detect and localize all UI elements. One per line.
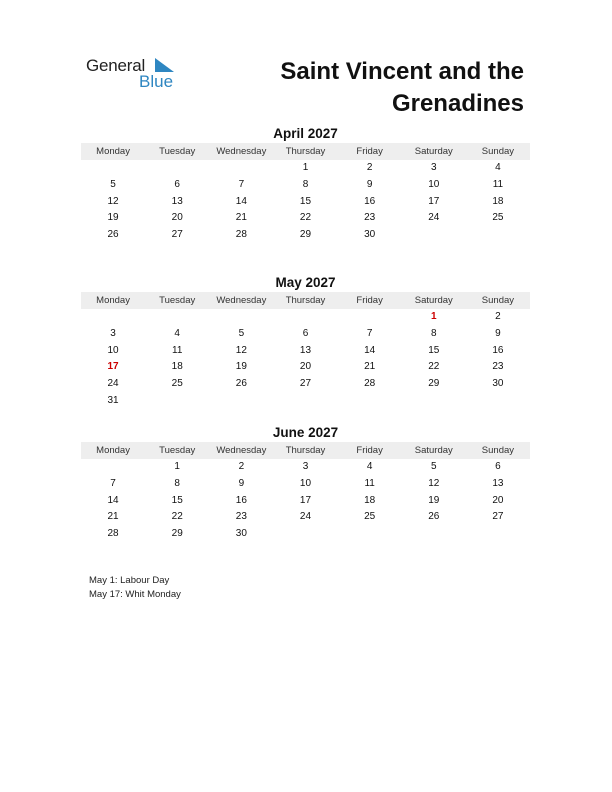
weekday-header-row: [81, 442, 530, 459]
day-cell: 19: [235, 361, 247, 373]
empty-day-cell: [209, 309, 273, 326]
day-cell: 14: [107, 494, 119, 506]
empty-day-cell: [466, 393, 530, 410]
day-cell: 2: [238, 461, 245, 472]
day-cell: 30: [364, 229, 376, 241]
weekday-label: Monday: [96, 295, 130, 306]
day-cell: 5: [430, 461, 437, 472]
logo-triangle-icon: [155, 58, 174, 72]
empty-day-cell: [81, 160, 145, 177]
day-cell: 26: [107, 229, 119, 241]
day-cell: 25: [492, 212, 504, 224]
empty-day-cell: [402, 526, 466, 543]
weekday-label: Friday: [356, 146, 383, 157]
weekday-label: Tuesday: [159, 445, 196, 456]
weekday-label: Thursday: [285, 445, 326, 456]
weekday-label: Wednesday: [216, 295, 267, 306]
day-cell: 2: [366, 162, 373, 173]
day-cell: 23: [235, 511, 247, 523]
day-cell: 3: [302, 461, 309, 472]
month-calendar: [81, 125, 530, 244]
day-cell: 11: [172, 344, 183, 356]
day-cell: 24: [107, 378, 119, 390]
day-cell: 7: [110, 477, 116, 489]
day-cell: 29: [428, 378, 440, 390]
weekday-label: Friday: [356, 445, 383, 456]
day-cell: 8: [302, 178, 309, 190]
day-cell: 24: [299, 511, 312, 523]
day-cell: 18: [171, 361, 183, 373]
day-cell: 21: [364, 361, 376, 373]
weekday-label: Thursday: [285, 146, 326, 157]
day-cell: 12: [107, 195, 119, 207]
empty-day-cell: [81, 309, 145, 326]
day-cell: 19: [107, 212, 119, 224]
day-cell: 22: [171, 511, 183, 523]
empty-day-cell: [209, 160, 273, 177]
empty-day-cell: [81, 459, 145, 476]
day-cell: 4: [366, 461, 373, 472]
empty-day-cell: [145, 393, 209, 410]
page-title: [204, 56, 524, 120]
day-cell: 14: [235, 195, 247, 207]
day-cell: 26: [428, 511, 440, 523]
day-cell: 17: [428, 195, 440, 207]
day-cell: 15: [299, 195, 312, 207]
day-cell: 4: [495, 162, 501, 173]
day-cell: 29: [299, 229, 312, 241]
day-cell: 1: [174, 461, 180, 472]
holiday-note: May 17: Whit Monday: [89, 589, 181, 600]
day-cell: 12: [235, 344, 247, 356]
day-cell: 9: [366, 178, 373, 190]
day-cell: 13: [492, 477, 504, 489]
day-cell: 3: [110, 327, 116, 339]
weekday-label: Wednesday: [216, 146, 267, 157]
day-cell: 28: [235, 229, 247, 241]
day-cell: 7: [238, 178, 245, 190]
empty-day-cell: [145, 309, 209, 326]
empty-day-cell: [402, 393, 466, 410]
day-cell: 24: [428, 212, 440, 224]
weekday-header-row: [81, 143, 530, 160]
day-cell: 25: [171, 378, 183, 390]
day-cell: 13: [299, 344, 312, 356]
day-cell: 25: [364, 511, 376, 523]
weekday-label: Saturday: [414, 146, 453, 157]
empty-day-cell: [338, 309, 402, 326]
day-cell: 20: [492, 494, 504, 506]
empty-day-cell: [273, 309, 337, 326]
month-title: May 2027: [275, 275, 336, 290]
weekday-label: Saturday: [414, 445, 453, 456]
weekday-label: Sunday: [481, 146, 515, 157]
weekday-label: Sunday: [481, 445, 515, 456]
day-cell: 10: [107, 344, 119, 356]
weekday-label: Monday: [96, 445, 130, 456]
day-cell: 5: [110, 178, 116, 190]
day-cell: 14: [364, 344, 376, 356]
day-cell: 20: [171, 212, 183, 224]
day-cell: 29: [171, 528, 183, 540]
day-cell: 1: [302, 162, 309, 173]
day-cell: 21: [235, 212, 247, 224]
day-cell: 5: [238, 327, 245, 339]
days-grid: [81, 160, 530, 244]
day-cell: 27: [299, 378, 312, 390]
page-title-line1: Saint Vincent and the: [280, 58, 524, 85]
day-cell: 27: [171, 229, 183, 241]
day-cell: 31: [107, 394, 119, 406]
day-cell: 10: [299, 477, 312, 489]
day-cell: 30: [235, 528, 247, 540]
day-cell: 11: [492, 178, 504, 190]
weekday-label: Thursday: [285, 295, 326, 306]
month-title: June 2027: [272, 425, 339, 440]
month-title: April 2027: [273, 126, 338, 141]
day-cell: 9: [495, 327, 501, 339]
weekday-label: Monday: [96, 146, 130, 157]
month-calendar: [81, 274, 530, 410]
day-cell: 26: [235, 378, 247, 390]
day-cell: 16: [492, 344, 504, 356]
logo-general-text: General: [86, 56, 146, 75]
day-cell: 19: [428, 494, 440, 506]
day-cell: 28: [364, 378, 376, 390]
empty-day-cell: [338, 393, 402, 410]
day-cell: 6: [302, 327, 309, 339]
day-cell: 22: [428, 361, 440, 373]
day-cell: 9: [238, 477, 245, 489]
day-cell: 21: [107, 511, 119, 523]
weekday-label: Tuesday: [159, 295, 196, 306]
day-cell: 6: [174, 178, 180, 190]
weekday-label: Wednesday: [216, 445, 267, 456]
empty-day-cell: [273, 393, 337, 410]
empty-day-cell: [145, 160, 209, 177]
day-cell: 23: [364, 212, 376, 224]
empty-day-cell: [338, 526, 402, 543]
weekday-label: Friday: [356, 295, 383, 306]
day-cell: 12: [428, 477, 440, 489]
day-cell: 4: [174, 327, 180, 339]
day-cell: 18: [492, 195, 504, 207]
day-cell: 6: [495, 461, 501, 472]
day-cell: 8: [430, 327, 437, 339]
day-cell: 10: [428, 178, 440, 190]
day-cell: 7: [366, 327, 373, 339]
day-cell: 13: [171, 195, 183, 207]
holiday-notes: [89, 574, 181, 602]
holiday-day-cell: 17: [107, 361, 119, 373]
weekday-label: Tuesday: [159, 146, 196, 157]
empty-day-cell: [209, 393, 273, 410]
empty-day-cell: [402, 227, 466, 244]
page-title-line2: Grenadines: [391, 90, 524, 117]
day-cell: 11: [364, 477, 375, 489]
holiday-day-cell: 1: [430, 311, 437, 322]
weekday-label: Saturday: [414, 295, 453, 306]
empty-day-cell: [466, 526, 530, 543]
day-cell: 20: [299, 361, 312, 373]
holiday-note: May 1: Labour Day: [89, 575, 170, 586]
day-cell: 8: [174, 477, 180, 489]
days-grid: [81, 459, 530, 543]
day-cell: 17: [299, 494, 312, 506]
day-cell: 18: [364, 494, 376, 506]
day-cell: 2: [495, 311, 501, 322]
weekday-label: Sunday: [481, 295, 515, 306]
month-calendar: [81, 424, 530, 543]
day-cell: 3: [430, 162, 437, 173]
day-cell: 15: [171, 494, 183, 506]
day-cell: 15: [428, 344, 440, 356]
day-cell: 28: [107, 528, 119, 540]
logo-blue-text: Blue: [139, 72, 174, 91]
days-grid: [81, 309, 530, 410]
day-cell: 22: [299, 212, 312, 224]
day-cell: 27: [492, 511, 504, 523]
day-cell: 16: [235, 494, 247, 506]
day-cell: 16: [364, 195, 376, 207]
empty-day-cell: [273, 526, 337, 543]
empty-day-cell: [466, 227, 530, 244]
day-cell: 30: [492, 378, 504, 390]
day-cell: 23: [492, 361, 504, 373]
weekday-header-row: [81, 292, 530, 309]
logo: [86, 56, 186, 92]
